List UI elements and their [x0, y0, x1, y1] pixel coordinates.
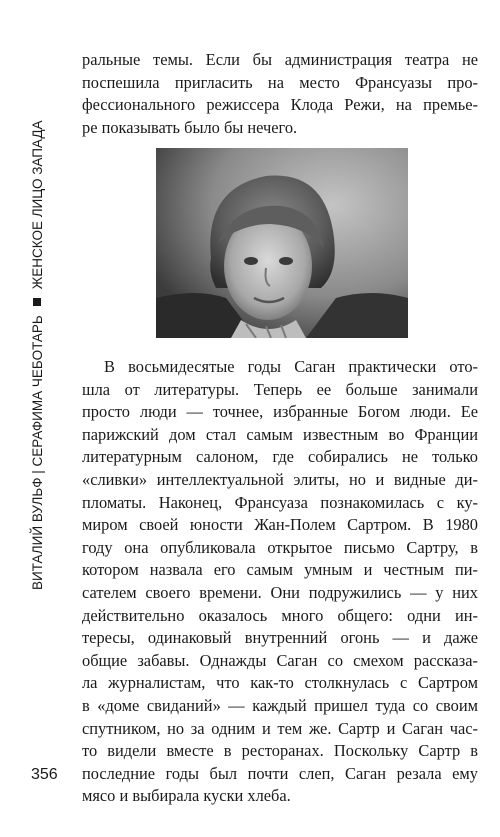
text-line: литературным салоном, где собирались не только	[82, 447, 478, 467]
portrait-photo	[156, 148, 408, 338]
paragraph-2	[82, 356, 478, 808]
text-line: действительно оказалось много общего: одни ин-	[82, 605, 478, 625]
text-line: сателем своего времени. Они подружились — у них	[82, 582, 478, 602]
text-line: В восьмидесятые годы Саган практически ото-	[104, 357, 478, 376]
text-line: миром своей юности Жан-Полем Сартром. В 1980	[82, 515, 478, 535]
text-line: то видели вместе в ресторанах. Поскольку Сартр в	[82, 741, 478, 761]
page-number: 356	[31, 766, 58, 783]
text-line: ре показывать было бы нечего.	[82, 117, 298, 137]
paragraph-1	[82, 49, 478, 139]
text-line: спутником, но за одним и тем же. Сартр и Саган час-	[82, 718, 478, 738]
text-line: тересы, одинаковый внутренний огонь — и даже	[82, 628, 478, 648]
running-header-title: ЖЕНСКОЕ ЛИЦО ЗАПАДА	[29, 120, 45, 290]
text-line: ла журналистам, что как-то столкнулась с Сартром	[82, 673, 478, 693]
portrait-illustration	[156, 148, 408, 338]
text-line: пломаты. Наконец, Франсуаза познакомилась с ку-	[82, 492, 478, 512]
text-line: фессионального режиссера Клода Режи, на премье-	[82, 95, 478, 115]
text-line: общие забавы. Однажды Саган со смехом рассказа-	[82, 650, 478, 670]
text-line: поспешила пригласить на место Франсуазы про-	[82, 72, 478, 92]
text-line: году она опубликовала открытое письмо Сартру, в	[82, 537, 478, 557]
text-line: в «доме свиданий» — каждый пришел туда со своим	[82, 695, 478, 715]
text-line: «сливки» интеллектуальной элиты, но и видные ди-	[82, 469, 478, 489]
text-line: последние годы был почти слеп, Саган резала ему	[82, 763, 478, 783]
text-line: котором назвала его самым умным и честным пи-	[82, 560, 478, 580]
text-line: ральные темы. Если бы администрация театра не	[82, 50, 478, 69]
text-line: парижский дом стал самым известным во Франции	[82, 424, 478, 444]
text-line: мясо и выбирала куски хлеба.	[82, 786, 291, 806]
separator-square-icon	[33, 298, 41, 306]
running-header-authors: ВИТАЛИЙ ВУЛЬФ | СЕРАФИМА ЧЕБОТАРЬ	[29, 315, 45, 590]
text-line: просто люди — точнее, избранные Богом люди. Ее	[82, 402, 478, 422]
text-line: шла от литературы. Теперь ее больше занимали	[82, 379, 478, 399]
running-header	[26, 30, 48, 590]
